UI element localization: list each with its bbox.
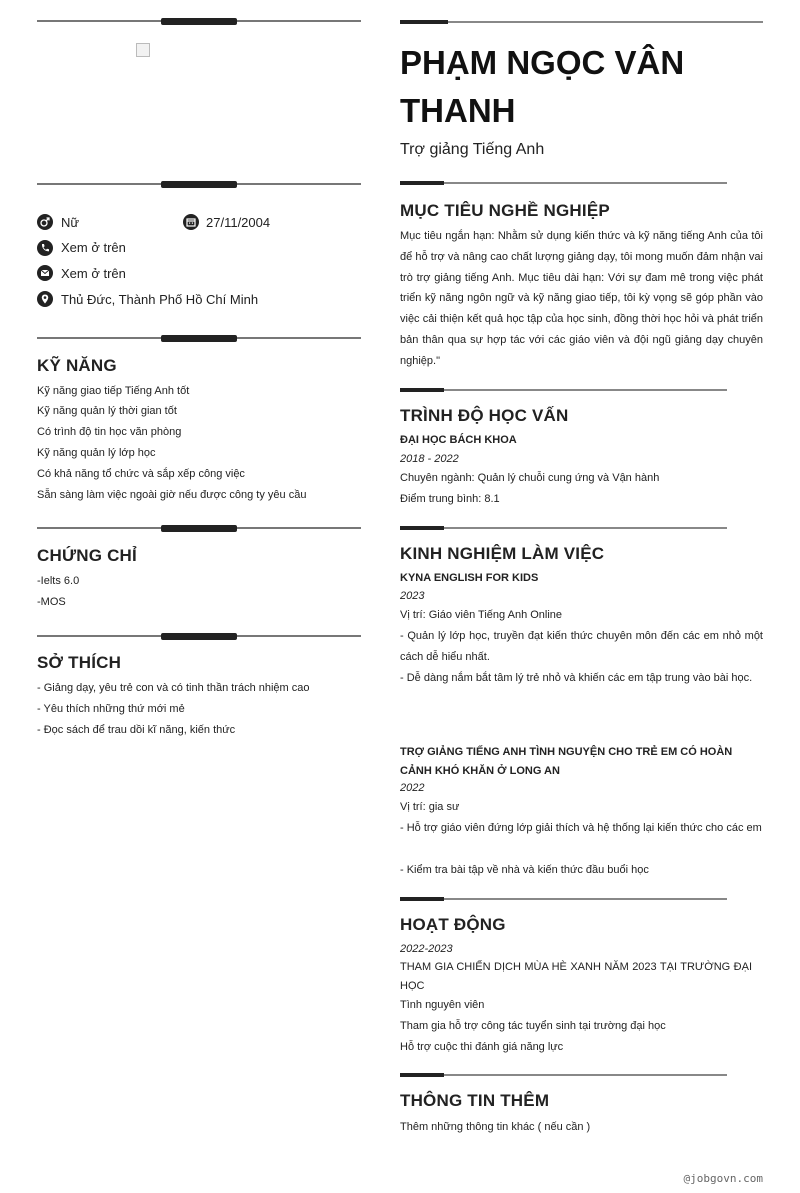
certificate-item: -MOS xyxy=(37,596,66,608)
hobby-item: - Đọc sách để trau dồi kĩ năng, kiến thức xyxy=(37,724,236,736)
certificate-item: -Ielts 6.0 xyxy=(37,575,80,587)
education-heading: TRÌNH ĐỘ HỌC VẤN xyxy=(400,406,569,425)
skill-item: Kỹ năng quản lý lớp học xyxy=(37,447,156,459)
school-name: ĐẠI HỌC BÁCH KHOA xyxy=(400,434,517,446)
activity-item: Tham gia hỗ trợ công tác tuyển sinh tại trường đại học xyxy=(400,1020,666,1032)
hobbies-heading: SỞ THÍCH xyxy=(37,653,122,672)
activity-name: THAM GIA CHIẾN DỊCH MÙA HÈ XANH NĂM 2023 TẠI TRƯỜNG ĐẠI HỌC xyxy=(400,961,752,992)
avatar xyxy=(136,43,150,57)
activity-role: Tình nguyên viên xyxy=(400,999,485,1011)
job-detail: - Hỗ trợ giáo viên đứng lớp giải thích và hệ thống lại kiến thức cho các em xyxy=(400,822,762,834)
gender-value: Nữ xyxy=(61,215,80,230)
job-detail: - Dễ dàng nắm bắt tâm lý trẻ nhỏ và khiến các em tập trung vào bài học. xyxy=(400,672,753,684)
skill-item: Có khả năng tổ chức và sắp xếp công việc xyxy=(37,468,245,480)
location-icon xyxy=(37,291,53,307)
extra-text: Thêm những thông tin khác ( nếu cần ) xyxy=(400,1121,591,1133)
objective-heading: MỤC TIÊU NGHỀ NGHIỆP xyxy=(400,201,610,220)
address-value: Thủ Đức, Thành Phố Hồ Chí Minh xyxy=(61,292,259,307)
divider xyxy=(37,334,361,343)
job-detail: - Kiểm tra bài tập về nhà và kiến thức đầu buổi học xyxy=(400,864,649,876)
job-company: TRỢ GIẢNG TIẾNG ANH TÌNH NGUYỆN CHO TRẺ EM CÓ HOÀN CẢNH KHÓ KHĂN Ở LONG AN xyxy=(400,746,733,777)
birthdate-value: 27/11/2004 xyxy=(206,215,271,230)
divider xyxy=(400,1073,727,1078)
calendar-icon xyxy=(183,214,199,230)
experience-heading: KINH NGHIỆM LÀM VIỆC xyxy=(400,544,605,563)
activities-heading: HOẠT ĐỘNG xyxy=(400,915,506,934)
hobby-item: - Yêu thích những thứ mới mẻ xyxy=(37,703,185,715)
job-year: 2023 xyxy=(400,590,425,602)
job-company: KYNA ENGLISH FOR KIDS xyxy=(400,572,539,584)
email-value: Xem ở trên xyxy=(61,266,126,281)
divider xyxy=(37,17,361,26)
divider xyxy=(37,524,361,533)
job-position: Vị trí: gia sư xyxy=(400,801,460,813)
hobby-item: - Giảng dạy, yêu trẻ con và có tinh thần trách nhiệm cao xyxy=(37,682,310,694)
education-gpa: Điểm trung bình: 8.1 xyxy=(400,493,500,505)
job-year: 2022 xyxy=(400,782,425,794)
skill-item: Kỹ năng giao tiếp Tiếng Anh tốt xyxy=(37,385,190,397)
skill-item: Sẵn sàng làm việc ngoài giờ nếu được công ty yêu cầu xyxy=(37,489,307,501)
watermark: @jobgovn.com xyxy=(683,1172,763,1185)
extra-heading: THÔNG TIN THÊM xyxy=(400,1091,550,1110)
gender-icon xyxy=(37,214,53,230)
divider xyxy=(400,20,763,25)
skill-item: Kỹ năng quản lý thời gian tốt xyxy=(37,405,177,417)
job-position: Vị trí: Giáo viên Tiếng Anh Online xyxy=(400,609,563,621)
divider xyxy=(400,526,727,531)
skills-heading: KỸ NĂNG xyxy=(37,356,117,375)
education-period: 2018 - 2022 xyxy=(400,453,459,465)
education-major: Chuyên ngành: Quản lý chuỗi cung ứng và Vận hành xyxy=(400,472,660,484)
phone-icon xyxy=(37,240,53,256)
divider xyxy=(400,388,727,393)
divider xyxy=(37,632,361,641)
skill-item: Có trình độ tin học văn phòng xyxy=(37,426,182,438)
certificates-heading: CHỨNG CHỈ xyxy=(37,546,137,565)
phone-value: Xem ở trên xyxy=(61,240,126,255)
job-detail: - Quản lý lớp học, truyền đạt kiến thức chuyên môn đến các em nhỏ một cách dễ hiểu nhất. xyxy=(400,630,763,663)
activity-period: 2022-2023 xyxy=(400,943,453,955)
objective-text: Mục tiêu ngắn hạn: Nhằm sử dụng kiến thức và kỹ năng tiếng Anh của tôi để hỗ trợ và nâng cao chất lượng giảng dạy, tôi mong muốn đảm nhận vai trò trợ giảng tiếng Anh. Mục tiêu dài hạn: Với sự đam mê trong việc phát triển kỹ năng ngôn ngữ và kỹ năng giao tiếp, tôi kỳ vọng sẽ góp phần vào việc cải thiện kết quả học tập của học sinh, đồng thời học hỏi và phát triển bản thân qua sự hợp tác với các giáo viên và đội ngũ giảng dạy chuyên nghiệp." xyxy=(400,230,763,367)
job-title: Trợ giảng Tiếng Anh xyxy=(400,141,545,158)
activity-item: Hỗ trợ cuộc thi đánh giá năng lực xyxy=(400,1041,564,1053)
divider xyxy=(400,181,727,186)
divider xyxy=(37,180,361,189)
candidate-name: PHẠM NGỌC VÂN THANH xyxy=(400,44,685,129)
email-icon xyxy=(37,265,53,281)
divider xyxy=(400,897,727,902)
